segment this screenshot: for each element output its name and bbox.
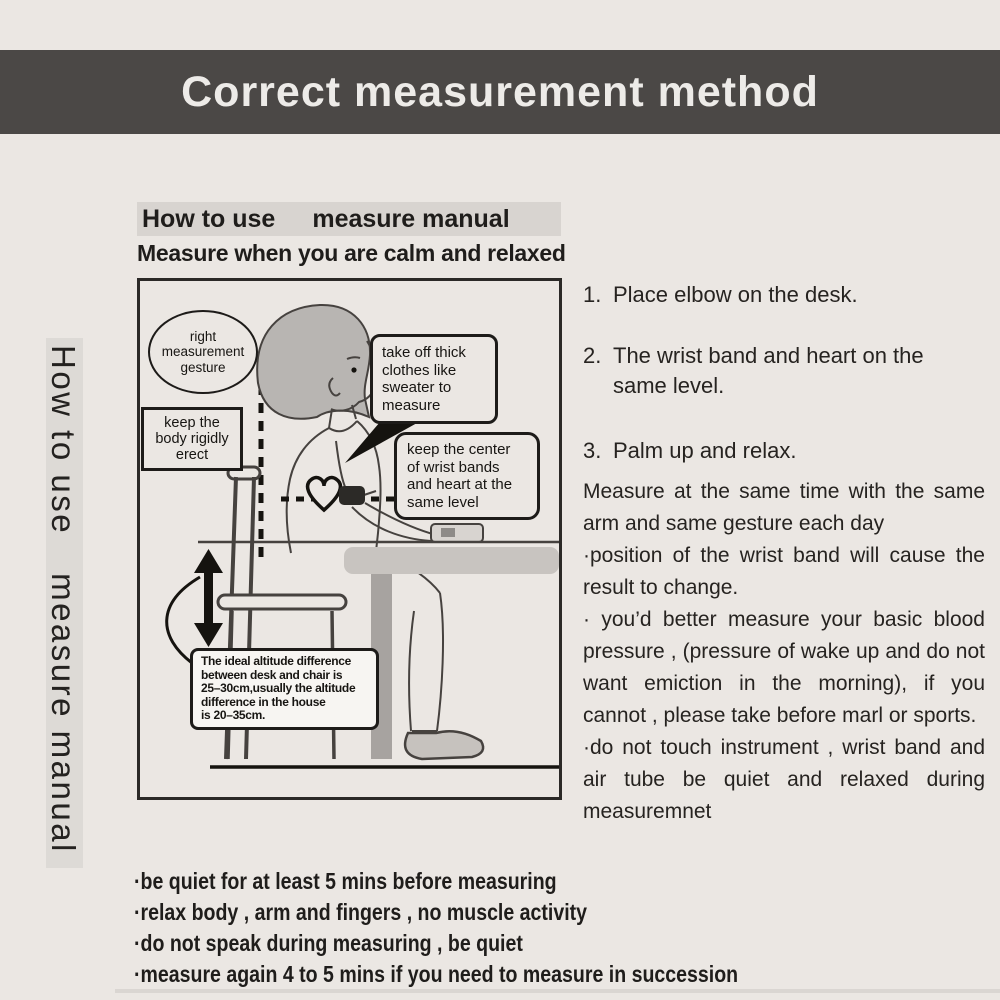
section-heading bbox=[137, 202, 561, 236]
callout-altitude-difference: The ideal altitude difference between desk and chair is 25–30cm,usually the altitude difference in the house is 20–35cm. bbox=[190, 648, 379, 730]
callout-keep-body-erect: keep the body rigidly erect bbox=[141, 407, 243, 471]
tip-no-speaking: ·do not speak during measuring , be quiet bbox=[134, 930, 523, 956]
step-1-number: 1. bbox=[583, 282, 602, 307]
section-heading-right: measure manual bbox=[312, 204, 510, 233]
step-1 bbox=[583, 280, 858, 310]
tip-be-quiet: ·be quiet for at least 5 mins before measuring bbox=[134, 868, 557, 894]
note-do-not-touch: ·do not touch instrument , wrist band and air tube be quiet and relaxed during measuremnet bbox=[583, 736, 985, 823]
bottom-tips bbox=[134, 866, 845, 990]
callout-wrist-heart-level: keep the center of wrist bands and heart at the same level bbox=[394, 432, 540, 520]
tip-measure-again: ·measure again 4 to 5 mins if you need to measure in succession bbox=[134, 961, 739, 987]
step-2 bbox=[583, 341, 924, 401]
side-label-vertical-text: How to use measure manual bbox=[45, 345, 82, 854]
callout-right-measurement-gesture: right measurement gesture bbox=[148, 310, 258, 394]
bottom-divider bbox=[115, 989, 1000, 993]
illustration-frame bbox=[137, 278, 562, 800]
tip-relax-body: ·relax body , arm and fingers , no muscle activity bbox=[134, 899, 588, 925]
section-subheading: Measure when you are calm and relaxed bbox=[137, 240, 566, 266]
step-3-number: 3. bbox=[583, 438, 602, 463]
step-2-text: The wrist band and heart on the same level. bbox=[613, 343, 924, 398]
page-title: Correct measurement method bbox=[181, 67, 819, 116]
note-same-time: Measure at the same time with the same arm and same gesture each day bbox=[583, 480, 985, 535]
note-wristband-position: ·position of the wrist band will cause the result to change. bbox=[583, 544, 985, 599]
section-heading-left: How to use bbox=[142, 204, 276, 233]
step-2-number: 2. bbox=[583, 343, 602, 368]
header-band bbox=[0, 50, 1000, 134]
note-basic-pressure: · you’d better measure your basic blood pressure , (pressure of wake up and do not want emiction in the morning), if you cannot , please take before marl or sports. bbox=[583, 608, 985, 727]
measurement-notes bbox=[583, 476, 985, 828]
step-3-text: Palm up and relax. bbox=[613, 438, 797, 463]
step-3 bbox=[583, 436, 796, 466]
step-1-text: Place elbow on the desk. bbox=[613, 282, 858, 307]
callout-take-off-thick-clothes: take off thick clothes like sweater to measure bbox=[370, 334, 498, 424]
